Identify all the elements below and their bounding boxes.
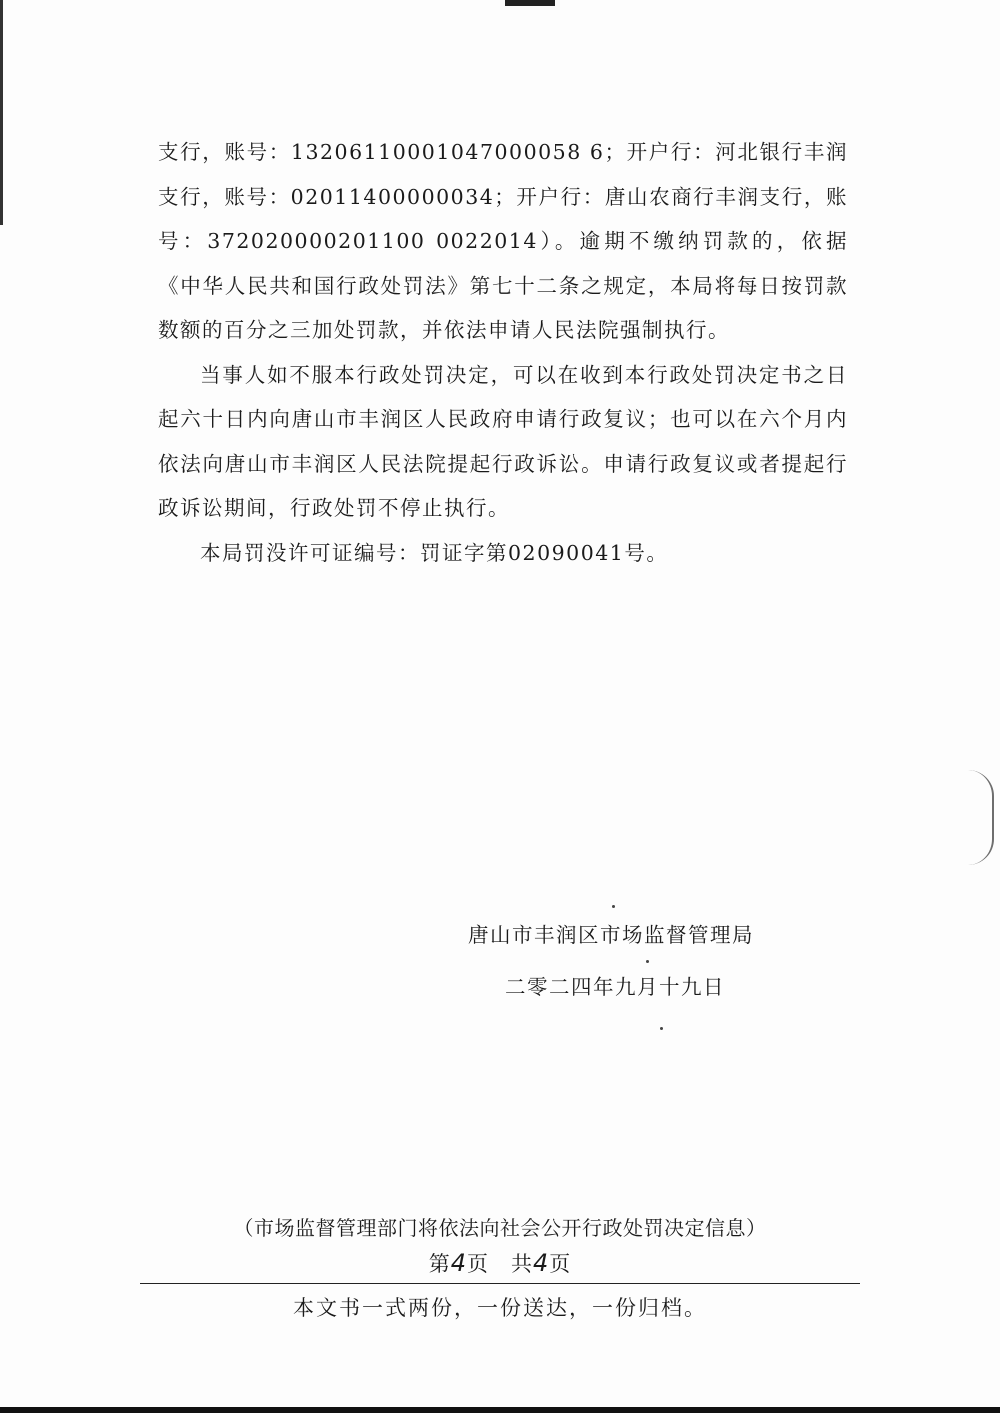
disclosure-notice: （市场监督管理部门将依法向社会公开行政处罚决定信息） <box>233 1216 767 1240</box>
scan-mark-top <box>505 0 555 6</box>
page-number-total: 4 <box>533 1249 550 1277</box>
scan-scratch-right <box>968 770 994 865</box>
page-number-middle: 页 共 <box>467 1252 533 1276</box>
copies-note: 本文书一式两份，一份送达，一份归档。 <box>293 1296 707 1320</box>
body-text <box>158 130 848 575</box>
issue-date: 二零二四年九月十九日 <box>505 975 725 999</box>
page-number-prefix: 第 <box>428 1252 451 1276</box>
footer-divider <box>140 1283 860 1284</box>
scan-edge-left <box>0 0 3 225</box>
paragraph-payment: 支行，账号：13206110001047000058 6；开户行：河北银行丰润支行，账号：02011400000034；开户行：唐山农商行丰润支行，账号：372020000201100 0022014）。逾期不缴纳罚款的，依据《中华人民共和国行政处罚法》第七十二条之规定，本局将每日按罚款数额的百分之三加处罚款，并依法申请人民法院强制执行。 <box>158 140 848 342</box>
issuing-authority: 唐山市丰润区市场监督管理局 <box>468 923 754 947</box>
scan-edge-bottom <box>0 1407 1000 1413</box>
scan-speck <box>646 960 649 963</box>
scan-speck <box>612 905 615 908</box>
page-number <box>0 1248 1000 1278</box>
page-number-suffix: 页 <box>549 1252 572 1276</box>
scan-speck <box>660 1027 663 1030</box>
paragraph-appeal: 当事人如不服本行政处罚决定，可以在收到本行政处罚决定书之日起六十日内向唐山市丰润区人民政府申请行政复议；也可以在六个月内依法向唐山市丰润区人民法院提起行政诉讼。申请行政复议或者提起行政诉讼期间，行政处罚不停止执行。 <box>158 362 848 520</box>
paragraph-license: 本局罚没许可证编号：罚证字第02090041号。 <box>200 540 669 565</box>
page-number-current: 4 <box>450 1249 467 1277</box>
